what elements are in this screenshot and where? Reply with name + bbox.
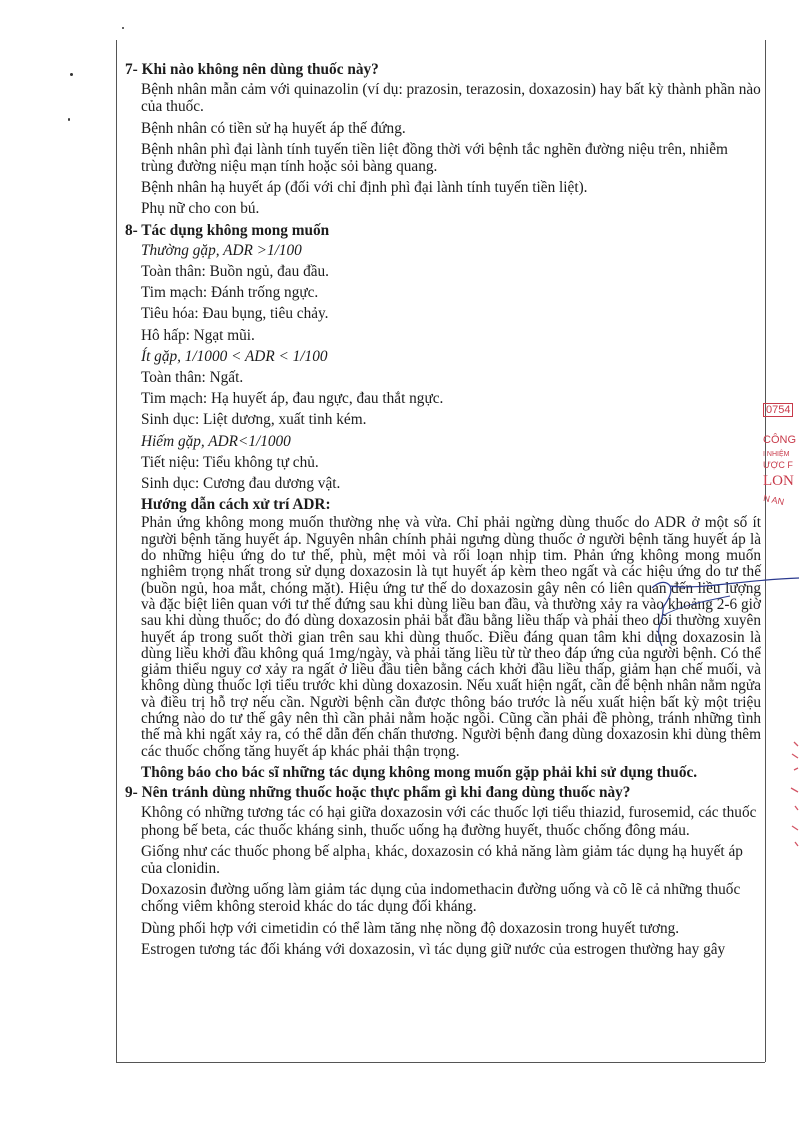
adr-item: Hô hấp: Ngạt mũi. [141, 326, 255, 344]
adr-item: Tim mạch: Hạ huyết áp, đau ngực, đau thắt ngực. [141, 390, 444, 408]
frequency-rare-label: Hiếm gặp, ADR<1/1000 [141, 432, 291, 450]
scan-speck [68, 118, 70, 121]
adr-notice: Thông báo cho bác sĩ những tác dụng không mong muốn gặp phải khi sử dụng thuốc. [141, 763, 698, 781]
stamp-text: ƯỢC F [763, 460, 793, 470]
interaction-item: Giống như các thuốc phong bế alpha₁ khác, doxazosin có khả năng làm giảm tác dụng hạ huyết áp của clonidin. [141, 842, 743, 877]
stamp-text: I NHIỆM [763, 451, 790, 458]
adr-item: Tiêu hóa: Đau bụng, tiêu chảy. [141, 305, 329, 323]
frame-top-left-tick [116, 40, 117, 58]
frequency-uncommon-label: Ít gặp, 1/1000 < ADR < 1/100 [141, 347, 328, 365]
scan-speck [122, 27, 124, 29]
document-body [125, 58, 761, 962]
scan-speck [70, 73, 73, 76]
interaction-item: Dùng phối hợp với cimetidin có thể làm tăng nhẹ nồng độ doxazosin trong huyết tương. [141, 919, 680, 937]
adr-guide-heading: Hướng dẫn cách xử trí ADR: [141, 496, 331, 514]
frame-bottom-line [116, 1062, 765, 1063]
adr-item: Tiết niệu: Tiểu không tự chủ. [141, 453, 319, 471]
interaction-item: Doxazosin đường uống làm giảm tác dụng của indomethacin đường uống và cõ lẽ cả những thuốc chống viêm không steroid khác do tác dụng đối kháng. [141, 881, 741, 916]
adr-guide-paragraph: Phản ứng không mong muốn thường nhẹ và vừa. Chỉ phải ngừng dùng thuốc do ADR ở một số ít người bệnh tăng huyết áp. Nguyên nhân chính phải ngưng dùng thuốc ở người bệnh tăng huyết áp là do những hiệu ứng do tư thế, phù, mệt mỏi và rối loạn nhịp tim. Phản ứng không mong muốn nghiêm trọng nhất trong sử dụng doxazosin là tụt huyết áp kèm theo ngất và các hiệu ứng do tư thế (buồn ngủ, hoa mắt, chóng mặt). Hiệu ứng tư thế do doxazosin gây nên có liên quan đến liều lượng và đặc biệt liên quan với tư thế đứng sau khi dùng liều ban đầu, và thường xảy ra vào khoảng 2-6 giờ sau khi dùng thuốc; do đó dùng doxazosin phải bắt đầu bằng liều thấp và phải theo dõi thường xuyên huyết áp trong suốt thời gian trên sau khi dùng thuốc. Điều đáng quan tâm khi dùng doxazosin là dùng liều khởi đầu không quá 1mg/ngày, và phải tăng liều từ từ theo đáp ứng của người bệnh. Có thể giảm thiểu nguy cơ xảy ra ngất ở liều đầu tiên bằng cách khởi đầu liều thấp, giảm hạn chế muối, và không dùng thuốc lợi tiểu trước khi dùng doxazosin. Nếu xuất hiện ngất, cần để bệnh nhân nằm ngửa và điều trị hỗ trợ nếu cần. Người bệnh cần được thông báo trước là nếu xuất hiện bất kỳ một triệu chứng nào do tư thế gây nên thì cần phải nằm hoặc ngồi. Cũng cần phải đề phòng, tránh những tình thế mà khi ngất xảy ra, có thể dẫn đến chấn thương. Người bệnh đang dùng doxazosin khi dùng thêm các thuốc chống tăng huyết áp khác phải thận trọng. [141, 514, 761, 760]
section-7-item: Bệnh nhân hạ huyết áp (đối với chỉ định phì đại lành tính tuyến tiền liệt). [141, 179, 588, 197]
adr-item: Sinh dục: Liệt dương, xuất tinh kém. [141, 411, 367, 429]
adr-item: Tim mạch: Đánh trống ngực. [141, 284, 319, 302]
stamp-text: N AN [762, 492, 786, 508]
company-stamp [763, 395, 799, 535]
frequency-common-label: Thường gặp, ADR >1/100 [141, 241, 302, 259]
section-7-item: Bệnh nhân có tiền sử hạ huyết áp thế đứng. [141, 119, 406, 137]
adr-item: Toàn thân: Ngất. [141, 369, 244, 387]
section-7-item: Bệnh nhân mẫn cảm với quinazolin (ví dụ: prazosin, terazosin, doxazosin) hay bất kỳ thành phần nào của thuốc. [141, 81, 761, 116]
adr-item: Toàn thân: Buồn ngủ, đau đầu. [141, 263, 329, 281]
interaction-item: Không có những tương tác có hại giữa doxazosin với các thuốc lợi tiểu thiazid, furosemid, các thuốc phong bế beta, các thuốc kháng sinh, thuốc uống hạ đường huyết, thuốc chống đông máu. [141, 804, 757, 839]
section-7-item: Phụ nữ cho con bú. [141, 200, 260, 218]
adr-item: Sinh dục: Cương đau dương vật. [141, 475, 341, 493]
section-9-heading: 9- Nên tránh dùng những thuốc hoặc thực phẩm gì khi đang dùng thuốc này? [125, 784, 631, 802]
section-8-heading: 8- Tác dụng không mong muốn [125, 221, 330, 239]
section-7-heading: 7- Khi nào không nên dùng thuốc này? [125, 61, 379, 78]
stamp-edge-marks [786, 740, 799, 850]
stamp-number: 0754 [763, 403, 793, 417]
frame-top-right-tick [765, 40, 766, 58]
section-7-item: Bệnh nhân phì đại lành tính tuyến tiền liệt đồng thời với bệnh tắc nghẽn đường niệu trên, nhiễm trùng đường niệu mạn tính hoặc sỏi bàng quang. [141, 140, 728, 176]
interaction-item: Estrogen tương tác đối kháng với doxazosin, vì tác dụng giữ nước của estrogen thường hay gây [141, 940, 726, 958]
stamp-text: LON [763, 473, 794, 489]
stamp-text: CÔNG [763, 434, 796, 446]
